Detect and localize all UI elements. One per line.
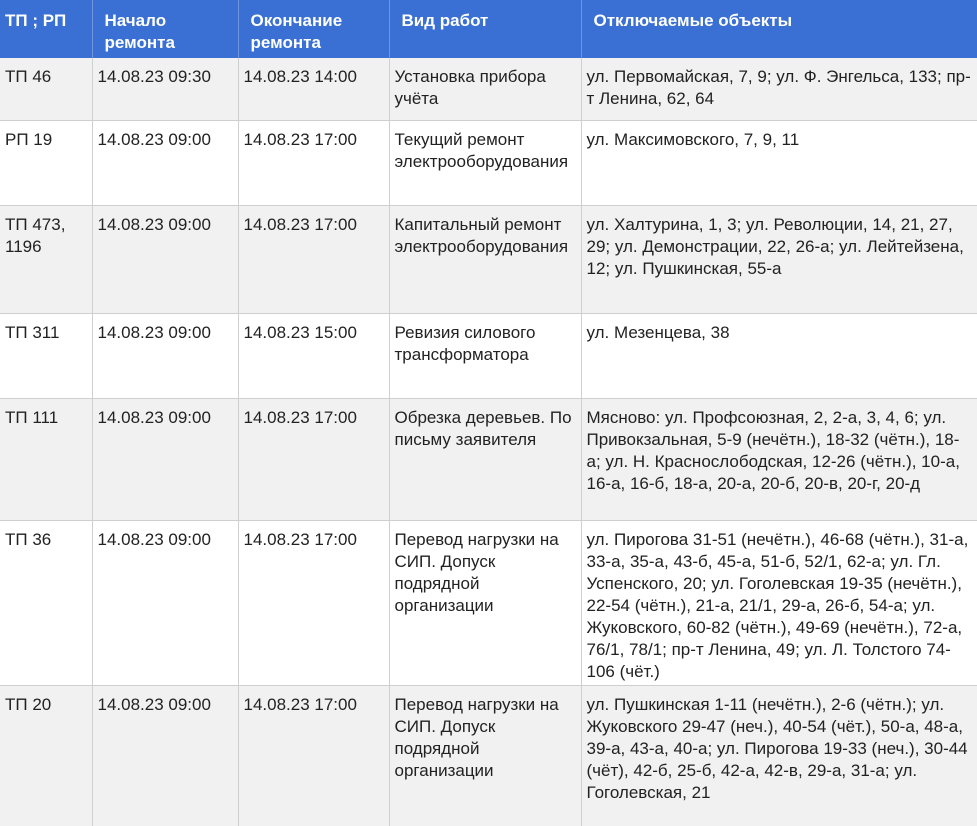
cell-station: ТП 111 (0, 398, 92, 520)
cell-station: ТП 311 (0, 313, 92, 398)
cell-work-type: Ревизия силового трансформатора (389, 313, 581, 398)
header-start: Начало ремонта (92, 0, 238, 58)
header-objects: Отключаемые объекты (581, 0, 977, 58)
cell-start: 14.08.23 09:30 (92, 58, 238, 120)
cell-work-type: Перевод нагрузки на СИП. Допуск подрядной организации (389, 520, 581, 685)
cell-objects: Мясново: ул. Профсоюзная, 2, 2-а, 3, 4, 6; ул. Привокзальная, 5-9 (нечётн.), 18-32 (чётн.), 18-а; ул. Н. Краснослободская, 12-26 (чётн.), 10-а, 16-а, 16-б, 18-а, 20-а, 20-б, 20-в, 20-г, 20-д (581, 398, 977, 520)
cell-start: 14.08.23 09:00 (92, 398, 238, 520)
table-row (0, 520, 977, 685)
cell-work-type: Капитальный ремонт электрооборудования (389, 205, 581, 313)
header-end: Окончание ремонта (238, 0, 389, 58)
table-row (0, 205, 977, 313)
table-row (0, 58, 977, 120)
cell-work-type: Установка прибора учёта (389, 58, 581, 120)
cell-end: 14.08.23 17:00 (238, 205, 389, 313)
cell-end: 14.08.23 17:00 (238, 520, 389, 685)
header-station: ТП ; РП (0, 0, 92, 58)
cell-station: РП 19 (0, 120, 92, 205)
cell-objects: ул. Халтурина, 1, 3; ул. Революции, 14, 21, 27, 29; ул. Демонстрации, 22, 26-а; ул. Лейтейзена, 12; ул. Пушкинская, 55-а (581, 205, 977, 313)
table-row (0, 120, 977, 205)
cell-work-type: Перевод нагрузки на СИП. Допуск подрядной организации (389, 685, 581, 826)
cell-start: 14.08.23 09:00 (92, 313, 238, 398)
cell-work-type: Обрезка деревьев. По письму заявителя (389, 398, 581, 520)
cell-end: 14.08.23 17:00 (238, 120, 389, 205)
table-row (0, 313, 977, 398)
table-row (0, 685, 977, 826)
cell-work-type: Текущий ремонт электрооборудования (389, 120, 581, 205)
cell-end: 14.08.23 17:00 (238, 398, 389, 520)
cell-objects: ул. Максимовского, 7, 9, 11 (581, 120, 977, 205)
cell-start: 14.08.23 09:00 (92, 520, 238, 685)
table-row (0, 398, 977, 520)
table-header (0, 0, 977, 58)
cell-start: 14.08.23 09:00 (92, 685, 238, 826)
cell-end: 14.08.23 14:00 (238, 58, 389, 120)
cell-end: 14.08.23 15:00 (238, 313, 389, 398)
cell-station: ТП 46 (0, 58, 92, 120)
cell-start: 14.08.23 09:00 (92, 120, 238, 205)
header-work-type: Вид работ (389, 0, 581, 58)
table-body (0, 58, 977, 826)
cell-station: ТП 20 (0, 685, 92, 826)
header-row (0, 0, 977, 58)
cell-start: 14.08.23 09:00 (92, 205, 238, 313)
cell-station: ТП 473, 1196 (0, 205, 92, 313)
cell-station: ТП 36 (0, 520, 92, 685)
cell-objects: ул. Первомайская, 7, 9; ул. Ф. Энгельса, 133; пр-т Ленина, 62, 64 (581, 58, 977, 120)
cell-end: 14.08.23 17:00 (238, 685, 389, 826)
cell-objects: ул. Мезенцева, 38 (581, 313, 977, 398)
cell-objects: ул. Пушкинская 1-11 (нечётн.), 2-6 (чётн.); ул. Жуковского 29-47 (неч.), 40-54 (чёт.), 50-а, 48-а, 39-а, 43-а, 40-а; ул. Пирогова 19-33 (неч.), 30-44 (чёт), 42-б, 25-б, 42-а, 42-в, 29-а, 31-а; ул. Гоголевская, 21 (581, 685, 977, 826)
cell-objects: ул. Пирогова 31-51 (нечётн.), 46-68 (чётн.), 31-а, 33-а, 35-а, 43-б, 45-а, 51-б, 52/1, 62-а; ул. Гл. Успенского, 20; ул. Гоголевская 19-35 (нечётн.), 22-54 (чётн.), 21-а, 21/1, 29-а, 26-б, 54-а; ул. Жуковского, 60-82 (чётн.), 49-69 (нечётн.), 72-а, 76/1, 78/1; пр-т Ленина, 49; ул. Л. Толстого 74-106 (чёт.) (581, 520, 977, 685)
